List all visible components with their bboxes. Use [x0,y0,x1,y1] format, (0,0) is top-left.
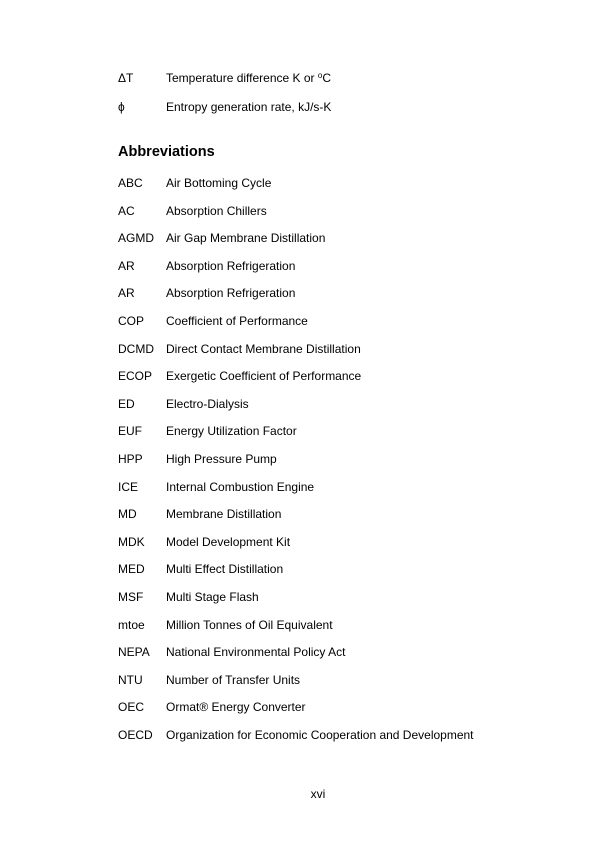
list-item [118,479,558,507]
abbreviations-heading: Abbreviations [118,144,215,160]
abbreviation-description: National Environmental Policy Act [166,645,346,660]
list-item [118,617,558,645]
list-item [118,534,558,562]
abbreviations-list [118,175,558,754]
list-item [118,672,558,700]
list-item [118,561,558,589]
list-item [118,285,558,313]
abbreviation-term: MDK [118,534,145,549]
abbreviation-description: Absorption Refrigeration [166,286,296,301]
abbreviation-term: EUF [118,424,142,439]
abbreviation-term: NEPA [118,645,150,660]
abbreviation-term: ECOP [118,369,153,384]
list-item [118,368,558,396]
list-item [118,644,558,672]
list-item [118,396,558,424]
list-item [118,203,558,231]
abbreviation-description: Million Tonnes of Oil Equivalent [166,617,333,632]
abbreviation-term: ICE [118,479,139,494]
list-item [118,230,558,258]
abbreviation-description: Number of Transfer Units [166,672,301,687]
abbreviation-description: Ormat® Energy Converter [166,700,306,715]
abbreviation-description: Model Development Kit [166,534,291,549]
list-item [118,727,558,755]
list-item [118,699,558,727]
symbol-row-phi [118,99,558,115]
abbreviation-description: Membrane Distillation [166,507,282,522]
abbreviation-term: MED [118,562,145,577]
abbreviation-description: Internal Combustion Engine [166,479,315,494]
list-item [118,423,558,451]
abbreviation-term: DCMD [118,341,154,356]
abbreviation-term: MSF [118,589,144,604]
abbreviation-term: ED [118,396,135,411]
abbreviation-description: Absorption Refrigeration [166,258,296,273]
abbreviation-term: mtoe [118,617,145,632]
list-item [118,451,558,479]
abbreviation-description: Multi Stage Flash [166,589,259,604]
symbol-description-unit: C [322,71,331,85]
abbreviation-description: Absorption Chillers [166,203,267,218]
abbreviation-description: Electro-Dialysis [166,396,249,411]
degree-superscript: o [317,71,323,80]
abbreviation-term: OECD [118,727,153,742]
symbol-term: ΔT [118,71,134,85]
symbol-term: ϕ [118,100,125,114]
abbreviation-term: ABC [118,176,143,190]
abbreviation-description: Multi Effect Distillation [166,562,284,577]
abbreviation-description: Direct Contact Membrane Distillation [166,341,361,356]
abbreviation-description: Energy Utilization Factor [166,424,297,439]
abbreviation-description: High Pressure Pump [166,451,277,466]
abbreviation-term: AR [118,286,135,301]
page-number: xvi [310,787,326,801]
abbreviation-description: Organization for Economic Cooperation and Development [166,727,474,742]
list-item [118,341,558,369]
abbreviation-term: MD [118,507,137,522]
list-item [118,313,558,341]
list-item [118,589,558,617]
abbreviation-description: Coefficient of Performance [166,313,308,328]
abbreviation-term: AR [118,258,135,273]
abbreviation-description: Air Gap Membrane Distillation [166,231,326,246]
symbol-description: Entropy generation rate, kJ/s-K [166,100,332,114]
list-item [118,175,558,203]
abbreviation-term: AC [118,203,135,218]
abbreviation-term: OEC [118,700,145,715]
list-item [118,258,558,286]
abbreviation-description: Air Bottoming Cycle [166,176,272,190]
symbol-description [166,70,331,86]
symbol-row-delta-t [118,70,558,86]
abbreviation-description: Exergetic Coefficient of Performance [166,369,362,384]
list-item [118,506,558,534]
abbreviation-term: HPP [118,451,143,466]
abbreviation-term: AGMD [118,231,154,246]
abbreviation-term: NTU [118,672,143,687]
abbreviation-term: COP [118,313,145,328]
symbol-description-text: Temperature difference K or [166,71,318,85]
